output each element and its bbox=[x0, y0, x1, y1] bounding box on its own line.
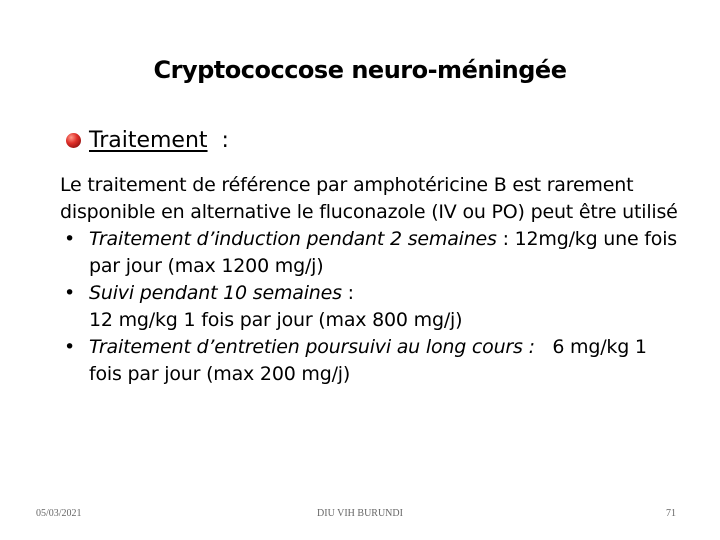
bullet-detail: 12mg/kg une fois par jour (max 1200 mg/j) bbox=[89, 228, 677, 277]
section-colon: : bbox=[221, 128, 229, 153]
bullet-dot-icon: • bbox=[64, 228, 76, 250]
section-heading bbox=[66, 128, 229, 153]
bullet-lead: Traitement d’induction pendant 2 semaines bbox=[89, 228, 497, 250]
footer-center-text: DIU VIH BURUNDI bbox=[317, 508, 403, 519]
list-item bbox=[60, 334, 680, 388]
bullet-separator bbox=[535, 336, 553, 358]
section-label: Traitement bbox=[89, 128, 208, 153]
bullet-detail: 6 mg/kg 1 fois par jour (max 200 mg/j) bbox=[89, 336, 647, 385]
bullet-lead: Traitement d’entretien poursuivi au long cours : bbox=[89, 336, 535, 358]
bullet-separator: : bbox=[496, 228, 515, 250]
list-item bbox=[60, 280, 680, 334]
list-item bbox=[60, 226, 680, 280]
intro-paragraph: Le traitement de référence par amphotéricine B est rarement disponible en alternative le fluconazole (IV ou PO) peut être utilisé bbox=[60, 174, 678, 223]
bullet-dot-icon: • bbox=[64, 336, 76, 358]
slide-body bbox=[60, 172, 680, 388]
bullet-dot-icon: • bbox=[64, 282, 76, 304]
page-number: 71 bbox=[666, 508, 676, 519]
bullet-detail: 12 mg/kg 1 fois par jour (max 800 mg/j) bbox=[89, 309, 463, 331]
bullet-lead: Suivi pendant 10 semaines bbox=[89, 282, 342, 304]
slide-title: Cryptococcose neuro-méningée bbox=[153, 56, 567, 84]
red-sphere-bullet-icon bbox=[66, 133, 81, 148]
treatment-list bbox=[60, 226, 680, 388]
bullet-separator: : bbox=[341, 282, 354, 304]
footer-date: 05/03/2021 bbox=[36, 508, 82, 519]
